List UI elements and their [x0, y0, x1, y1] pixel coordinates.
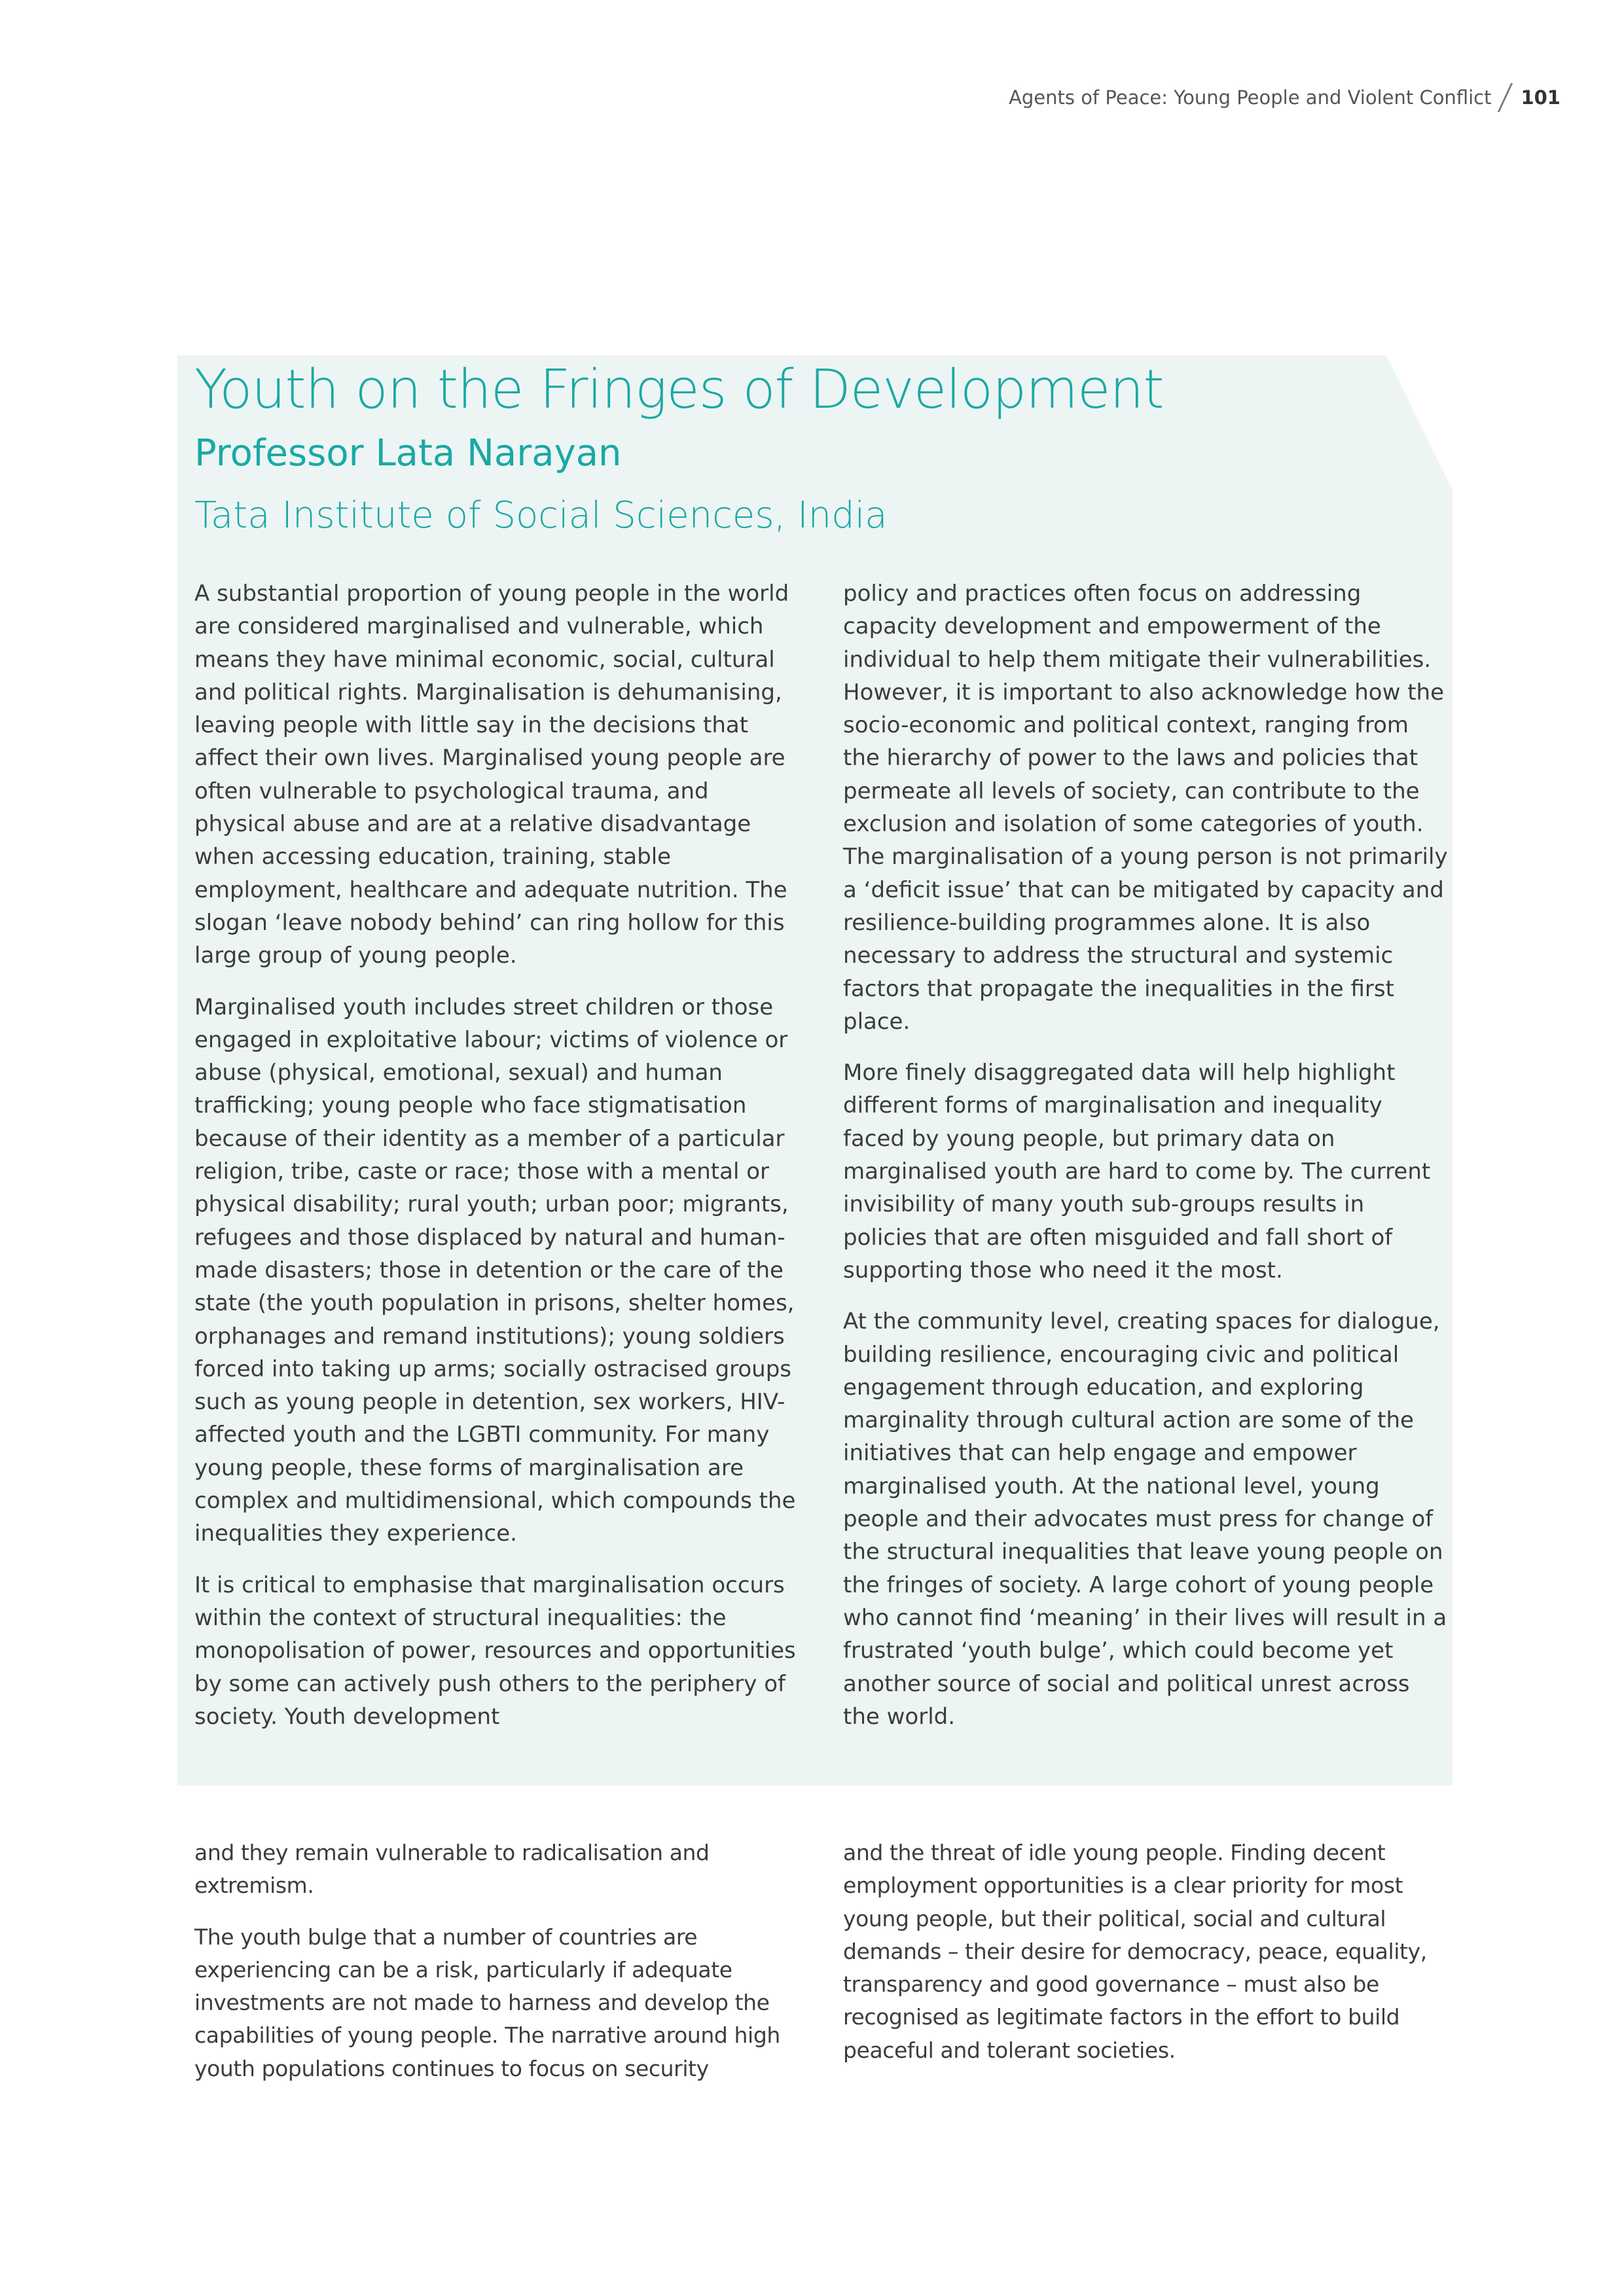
running-header — [1009, 83, 1561, 112]
feature-affiliation: Tata Institute of Social Sciences, India — [194, 494, 888, 537]
paragraph: Marginalised youth includes street children or those engaged in exploitative labour; victims of violence or abuse (physical, emotional, sexual) and human trafficking; young people who face stigmatisation because of their identity as a member of a particular religion, tribe, caste or race; those with a mental or physical disability; rural youth; urban poor; migrants, refugees and those displaced by natural and human-made disasters; those in detention or the care of the state (the youth population in prisons, shelter homes, orphanages and remand institutions); young soldiers forced into taking up arms; socially ostracised groups such as young people in detention, sex workers, HIV-affected youth and the LGBTI community. For many young people, these forms of marginalisation are complex and multidimensional, which compounds the inequalities they experience. — [194, 994, 796, 1547]
page-number: 101 — [1521, 86, 1561, 109]
body-left-column — [194, 1837, 800, 2104]
feature-left-column — [194, 577, 800, 1751]
running-title: Agents of Peace: Young People and Violent Conflict — [1009, 86, 1492, 109]
feature-title: Youth on the Fringes of Development — [194, 359, 1164, 421]
paragraph: A substantial proportion of young people in the world are considered marginalised and vulnerable, which means they have minimal economic, social, cultural and political rights. Marginalisation is dehumanising, leaving people with little say in the decisions that affect their own lives. Marginalised young people are often vulnerable to psychological trauma, and physical abuse and are at a relative disadvantage when accessing education, training, stable employment, healthcare and adequate nutrition. The slogan ‘leave nobody behind’ can ring hollow for this large group of young people. — [194, 581, 789, 969]
paragraph: It is critical to emphasise that marginalisation occurs within the context of structural inequalities: the monopolisation of power, resources and opportunities by some can actively push others to the periphery of society. Youth development — [194, 1571, 796, 1730]
paragraph: At the community level, creating spaces for dialogue, building resilience, encouraging civic and political engagement through education, and exploring marginality through cultural action are some of the initiatives that can help engage and empower marginalised youth. At the national level, young people and their advocates must press for change of the structural inequalities that leave young people on the fringes of society. A large cohort of young people who cannot find ‘meaning’ in their lives will result in a frustrated ‘youth bulge’, which could become yet another source of social and political unrest across the world. — [843, 1308, 1447, 1730]
paragraph: and they remain vulnerable to radicalisation and extremism. — [194, 1840, 710, 1899]
paragraph: and the threat of idle young people. Finding decent employment opportunities is a clear priority for most young people, but their political, social and cultural demands – their desire for democracy, peace, equality, transparency and good governance – must also be recognised as legitimate factors in the effort to build peaceful and tolerant societies. — [843, 1840, 1427, 2063]
header-separator — [1498, 83, 1513, 112]
paragraph: More finely disaggregated data will help highlight different forms of marginalisation and inequality faced by young people, but primary data on marginalised youth are hard to come by. The current invisibility of many youth sub-groups results in policies that are often misguided and fall short of supporting those who need it the most. — [843, 1060, 1431, 1283]
paragraph: The youth bulge that a number of countries are experiencing can be a risk, particularly if adequate investments are not made to harness and develop the capabilities of young people. The narrative around high youth populations continues to focus on security — [194, 1924, 780, 2081]
feature-right-column — [843, 577, 1449, 1751]
body-right-column — [843, 1837, 1449, 2085]
paragraph: policy and practices often focus on addressing capacity development and empowerment of the individual to help them mitigate their vulnerabilities. However, it is important to also acknowledge how the socio-economic and political context, ranging from the hierarchy of power to the laws and policies that permeate all levels of society, can contribute to the exclusion and isolation of some categories of youth. The marginalisation of a young person is not primarily a ‘deficit issue’ that can be mitigated by capacity and resilience-building programmes alone. It is also necessary to address the structural and systemic factors that propagate the inequalities in the first place. — [843, 581, 1448, 1035]
feature-author: Professor Lata Narayan — [194, 432, 622, 475]
